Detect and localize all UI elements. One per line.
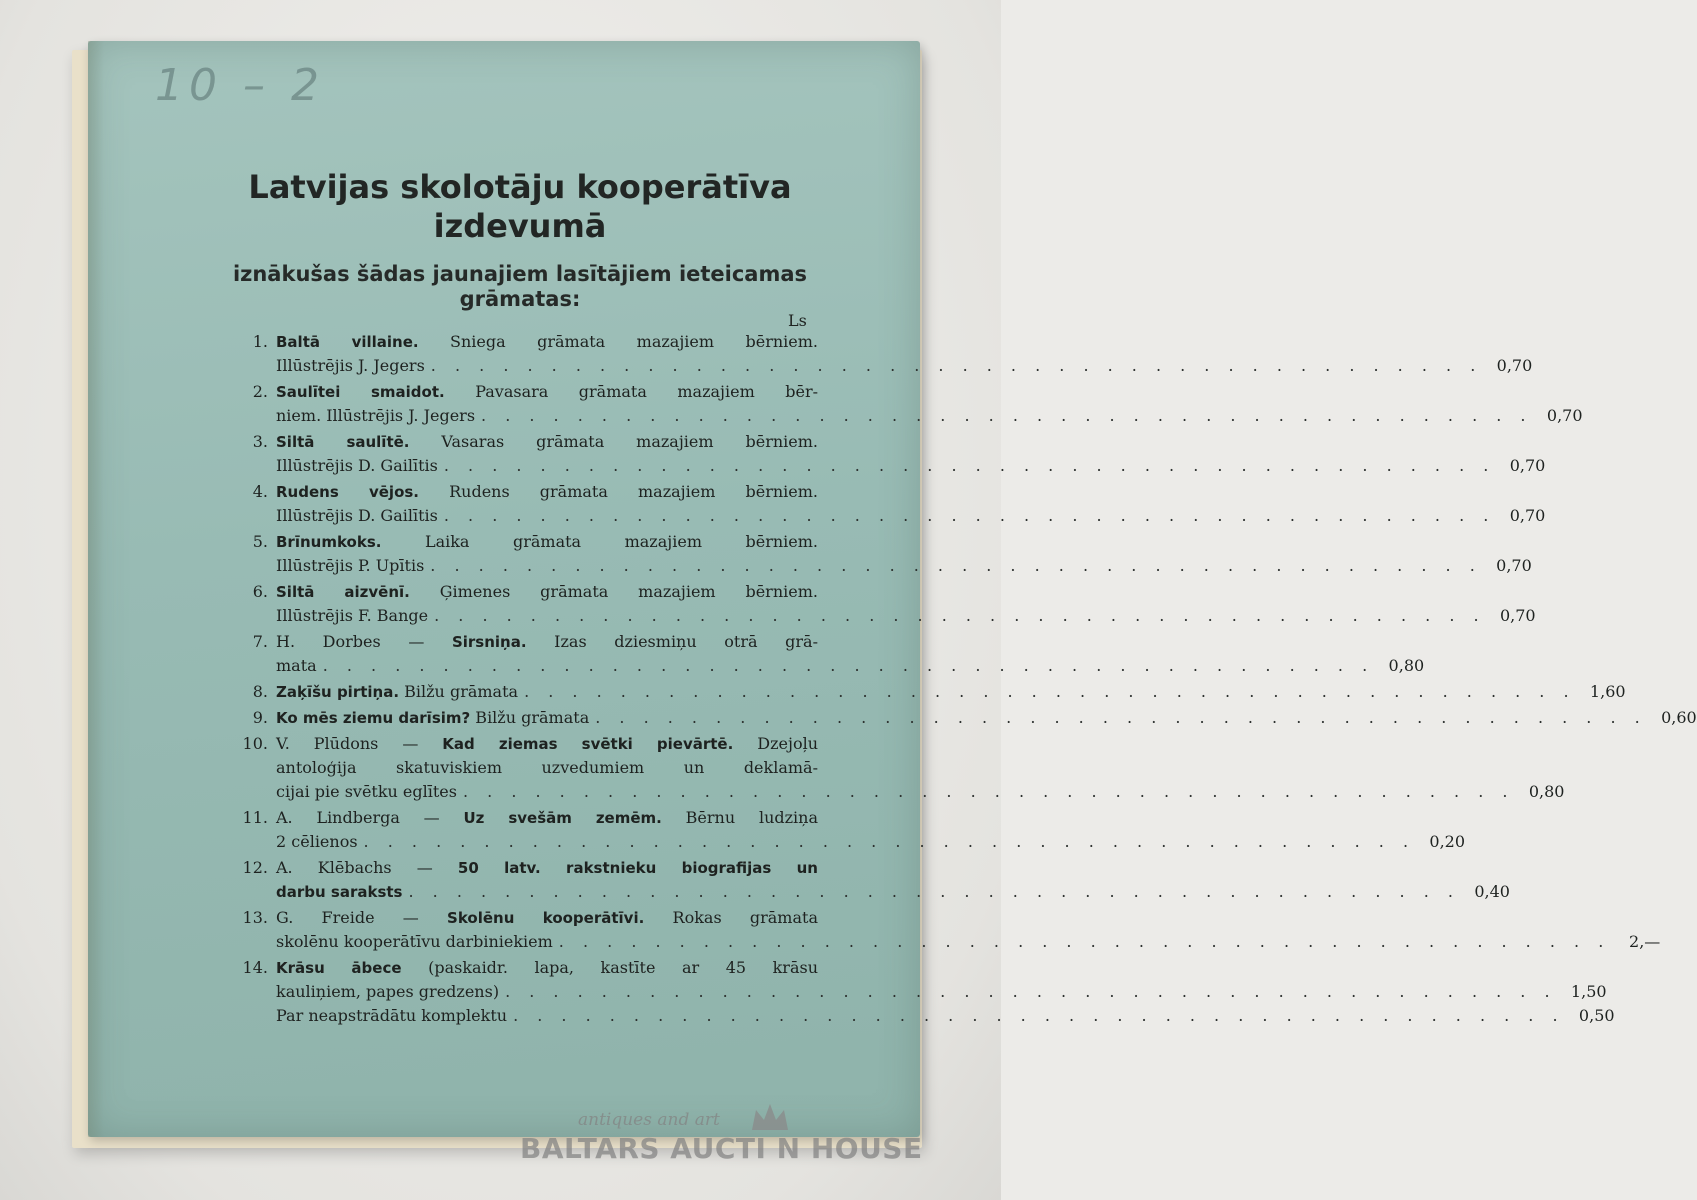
list-item — [226, 706, 1697, 730]
book-description: Dzejoļu — [733, 734, 819, 753]
watermark-house-name: BALTARS AUCTI N HOUSE — [520, 1132, 923, 1165]
book-title: Brīnumkoks. — [276, 533, 382, 551]
book-title: Skolēnu kooperātīvi. — [447, 909, 645, 927]
book-description-cont: kauliņiem, papes gredzens) — [276, 982, 500, 1001]
list-item — [226, 480, 1546, 528]
book-description-line-2: antoloģija skatuviskiem uzvedumiem un deklamā- — [276, 758, 818, 777]
book-illustrator: Illūstrējis J. Jegers — [276, 356, 425, 375]
item-number: 13. — [242, 908, 268, 927]
dot-leader: . . . . . . . . . . . . . . . . . . . . . . . . . . . . . . . . . . . . . . . . . . . . — [322, 656, 1375, 675]
spine-stain — [88, 41, 104, 1137]
pencil-annotation: 10 – 2 — [155, 60, 325, 111]
item-number: 2. — [252, 382, 268, 401]
book-description: Bērnu ludziņa — [661, 808, 819, 827]
book-title: Baltā villaine. — [276, 333, 419, 351]
crown-icon — [748, 1100, 792, 1134]
dot-leader: . . . . . . . . . . . . . . . . . . . . . . . . . . . . . . . . . . . . . . . . . . . . — [363, 832, 1416, 851]
item-number: 9. — [252, 708, 268, 727]
item-number: 8. — [252, 682, 268, 701]
book-price: 0,80 — [1528, 782, 1565, 801]
item-number: 4. — [252, 482, 268, 501]
dot-leader: . . . . . . . . . . . . . . . . . . . . . . . . . . . . . . . . . . . . . . . . . . . . — [430, 356, 1483, 375]
dot-leader: . . . . . . . . . . . . . . . . . . . . . . . . . . . . . . . . . . . . . . . . . . . . — [558, 932, 1611, 951]
book-title: 50 latv. rakstnieku biografijas un — [457, 859, 818, 877]
book-title-cont: darbu saraksts — [276, 883, 403, 901]
item-number: 3. — [252, 432, 268, 451]
dot-leader: . . . . . . . . . . . . . . . . . . . . . . . . . . . . . . . . . . . . . . . . . . . . — [462, 782, 1515, 801]
book-description: Ģimenes grāmata mazajiem bērniem. — [409, 582, 818, 601]
list-item — [226, 680, 1626, 704]
book-illustrator: Illūstrējis F. Bange — [276, 606, 429, 625]
item-number: 14. — [242, 958, 268, 977]
watermark-tagline: antiques and art — [578, 1110, 720, 1130]
book-price: 1,50 — [1570, 982, 1607, 1001]
list-item — [226, 806, 1466, 854]
list-item — [226, 906, 1661, 954]
list-item — [226, 856, 1510, 904]
book-title: Saulītei smaidot. — [276, 383, 445, 401]
list-item — [226, 330, 1533, 378]
item-number: 6. — [252, 582, 268, 601]
book-author: G. Freide — — [276, 908, 448, 927]
item-number: 12. — [242, 858, 268, 877]
book-illustrator: Illūstrējis P. Upītis — [276, 556, 425, 575]
book-description: Vasaras grāmata mazajiem bērniem. — [409, 432, 818, 451]
dot-leader: . . . . . . . . . . . . . . . . . . . . . . . . . . . . . . . . . . . . . . . . . . . . — [430, 556, 1482, 575]
book-description: Rokas grāmata — [644, 908, 818, 927]
book-illustrator: Illūstrējis D. Gailītis — [276, 506, 438, 525]
unfinished-set-price: 0,50 — [1578, 1006, 1615, 1025]
book-author: A. Lindberga — — [276, 808, 464, 827]
book-title: Siltā saulītē. — [276, 433, 410, 451]
book-description: (paskaidr. lapa, kastīte ar 45 krāsu — [401, 958, 818, 977]
crown-shape — [752, 1104, 788, 1130]
book-author: V. Plūdons — — [276, 734, 443, 753]
book-list — [226, 330, 1697, 1030]
book-description: Bilžu grāmata — [470, 708, 590, 727]
dot-leader: . . . . . . . . . . . . . . . . . . . . . . . . . . . . . . . . . . . . . . . . . . . . — [481, 406, 1533, 425]
subtitle-line-2: grāmatas: — [459, 287, 581, 311]
book-title: Ko mēs ziemu darīsim? — [276, 709, 471, 727]
list-item — [226, 732, 1565, 804]
book-price: 0,70 — [1496, 556, 1532, 575]
currency-label: Ls — [788, 311, 807, 330]
book-description: Pavasara grāmata mazajiem bēr- — [444, 382, 818, 401]
book-description-cont: 2 cēlienos — [276, 832, 358, 851]
item-number: 5. — [252, 532, 268, 551]
book-price: 2,— — [1629, 932, 1661, 951]
book-description: Izas dziesmiņu otrā grā- — [526, 632, 819, 651]
book-description: Laika grāmata mazajiem bērniem. — [381, 532, 818, 551]
dot-leader: . . . . . . . . . . . . . . . . . . . . . . . . . . . . . . . . . . . . . . . . . . . . — [505, 982, 1557, 1001]
list-item — [226, 530, 1532, 578]
book-price: 0,80 — [1388, 656, 1425, 675]
book-description: Rudens grāmata mazajiem bērniem. — [419, 482, 819, 501]
dot-leader: . . . . . . . . . . . . . . . . . . . . . . . . . . . . . . . . . . . . . . . . . . . . — [443, 506, 1496, 525]
subtitle-line-1: iznākušas šādas jaunajiem lasītājiem ieteicamas — [232, 262, 808, 286]
book-price: 0,70 — [1496, 356, 1533, 375]
book-price: 0,70 — [1509, 506, 1546, 525]
dot-leader: . . . . . . . . . . . . . . . . . . . . . . . . . . . . . . . . . . . . . . . . . . . . — [434, 606, 1486, 625]
book-title: Siltā aizvēnī. — [276, 583, 410, 601]
dot-leader: . . . . . . . . . . . . . . . . . . . . . . . . . . . . . . . . . . . . . . . . . . . . — [513, 1006, 1565, 1025]
item-number: 1. — [252, 332, 268, 351]
book-author: A. Klēbachs — — [276, 858, 458, 877]
book-price: 1,60 — [1589, 682, 1626, 701]
book-price: 0,70 — [1509, 456, 1546, 475]
book-title: Uz svešām zemēm. — [463, 809, 662, 827]
book-description: Sniega grāmata mazajiem bērniem. — [418, 332, 818, 351]
book-title: Zaķīšu pirtiņa. — [276, 683, 400, 701]
dot-leader: . . . . . . . . . . . . . . . . . . . . . . . . . . . . . . . . . . . . . . . . . . . . — [524, 682, 1576, 701]
title-line-2: izdevumā — [433, 207, 607, 245]
book-title: Krāsu ābece — [276, 959, 402, 977]
book-description-cont: mata — [276, 656, 317, 675]
list-subtitle — [230, 262, 810, 312]
dot-leader: . . . . . . . . . . . . . . . . . . . . . . . . . . . . . . . . . . . . . . . . . . . . — [408, 882, 1460, 901]
book-description: Bilžu grāmata — [399, 682, 519, 701]
book-description-cont: skolēnu kooperātīvu darbiniekiem — [276, 932, 553, 951]
book-description-line-3: cijai pie svētku eglītes — [276, 782, 457, 801]
book-title: Sirsniņa. — [451, 633, 527, 651]
book-price: 0,70 — [1546, 406, 1583, 425]
book-price: 0,70 — [1499, 606, 1536, 625]
book-price: 0,40 — [1474, 882, 1510, 901]
book-price: 0,20 — [1429, 832, 1466, 851]
list-item — [226, 630, 1425, 678]
list-item — [226, 580, 1536, 628]
book-title: Kad ziemas svētki pievārtē. — [442, 735, 734, 753]
title-line-1: Latvijas skolotāju kooperātīva — [248, 168, 792, 206]
dot-leader: . . . . . . . . . . . . . . . . . . . . . . . . . . . . . . . . . . . . . . . . . . . . — [595, 708, 1647, 727]
book-illustrator: Illūstrējis D. Gailītis — [276, 456, 438, 475]
list-item — [226, 380, 1583, 428]
item-number: 7. — [252, 632, 268, 651]
publisher-title — [190, 168, 850, 246]
unfinished-set-label: Par neapstrādātu komplektu — [276, 1006, 508, 1025]
list-item — [226, 430, 1546, 478]
item-number: 10. — [242, 734, 268, 753]
item-number: 11. — [242, 808, 268, 827]
book-price: 0,60 — [1661, 708, 1697, 727]
dot-leader: . . . . . . . . . . . . . . . . . . . . . . . . . . . . . . . . . . . . . . . . . . . . — [443, 456, 1496, 475]
list-item — [226, 956, 1615, 1028]
book-author: H. Dorbes — — [276, 632, 452, 651]
book-title: Rudens vējos. — [276, 483, 420, 501]
book-illustrator: niem. Illūstrējis J. Jegers — [276, 406, 476, 425]
